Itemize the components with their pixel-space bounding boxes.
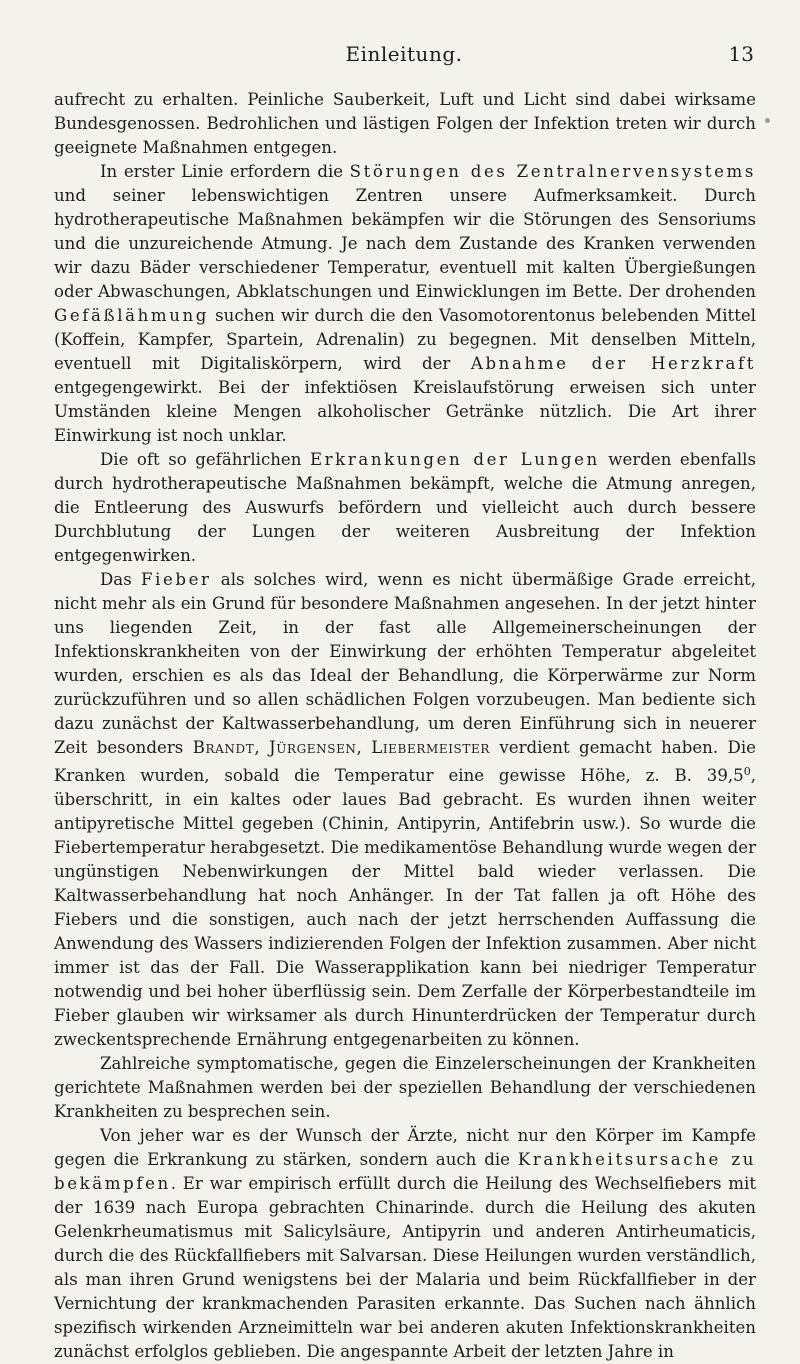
running-header [54, 42, 754, 68]
paragraph [54, 160, 756, 448]
paragraph [54, 448, 756, 568]
spaced-emphasis: Fieber [140, 570, 212, 589]
spaced-emphasis: Störungen des Zentralnervensystems [349, 162, 756, 181]
spaced-emphasis: Abnahme der Herzkraft [470, 354, 757, 373]
body-text [54, 88, 756, 1364]
author-name: Jürgensen [269, 738, 357, 757]
spaced-emphasis: Krankheitsursache zu bekämpfen [54, 1150, 756, 1193]
paragraph [54, 1124, 756, 1364]
author-name: Liebermeister [371, 738, 490, 757]
spaced-emphasis: Gefäßlähmung [54, 306, 210, 325]
text-run: Das [100, 570, 141, 589]
text-run: aufrecht zu erhalten. Peinliche Sauberkeit, Luft und Licht sind dabei wirksame Bundesgenossen. Bedrohlichen und lästigen Folgen der Infektion treten wir durch geeignete Maßnahmen entgegen. [54, 90, 756, 157]
text-run: suchen wir durch die den Vasomotorentonus belebenden Mittel (Koffein, Kampfer, Spartein, Adrenalin) zu begegnen. Mit denselben Mitteln, eventuell mit Digitaliskörpern, wird der [54, 306, 756, 373]
text-run: entgegengewirkt. Bei der infektiösen Kreislaufstörung erweisen sich unter Umständen kleine Mengen alkoholischer Getränke nützlich. Die Art ihrer Einwirkung ist noch unklar. [54, 378, 756, 445]
page-number: 13 [728, 42, 754, 66]
text-run: als solches wird, wenn es nicht übermäßige Grade erreicht, nicht mehr als ein Grund für besondere Maßnahmen angesehen. In der jetzt hinter uns liegenden Zeit, in der fast alle Allgemeinerscheinungen der Infektionskrankheiten von der Einwirkung der erhöhten Temperatur abgeleitet wurden, erschien es als das Ideal der Behandlung, die Körperwärme zur Norm zurückzuführen und so allen schädlichen Folgen vorzubeugen. Man bediente sich dazu zunächst der Kaltwasserbehandlung, um deren Einführung sich in neuerer Zeit besonders [54, 570, 756, 757]
text-run: , überschritt, in ein kaltes oder laues Bad gebracht. Es wurden ihnen weiter antipyretische Mittel gegeben (Chinin, Antipyrin, Antifebrin usw.). So wurde die Fiebertemperatur herabgesetzt. Die medikamentöse Behandlung wurde wegen der ungünstigen Nebenwirkungen der Mittel bald wieder verlassen. Die Kaltwasserbehandlung hat noch Anhänger. In der Tat fallen ja oft Höhe des Fiebers und die sonstigen, auch nach der jetzt herrschenden Auffassung die Anwendung des Wassers indizierenden Folgen der Infektion zusammen. Aber nicht immer ist das der Fall. Die Wasserapplikation kann bei niedriger Temperatur notwendig und bei hoher überflüssig sein. Dem Zerfalle der Körperbestandteile im Fieber glauben wir wirksamer als durch Hinunterdrücken der Temperatur durch zweckentsprechende Ernährung entgegenarbeiten zu können. [54, 766, 756, 1049]
text-run: werden ebenfalls durch hydrotherapeutische Maßnahmen bekämpft, welche die Atmung anregen, die Entleerung des Auswurfs befördern und vielleicht auch durch bessere Durchblutung der Lungen der weiteren Ausbreitung der Infektion entgegenwirken. [54, 450, 757, 565]
degree-superscript: 0 [743, 765, 751, 778]
text-run: In erster Linie erfordern die [100, 162, 350, 181]
text-run: . Er war empirisch erfüllt durch die Heilung des Wechselfiebers mit der 1639 nach Europa gebrachten Chinarinde. durch die Heilung des akuten Gelenkrheumatismus mit Salicylsäure, Antipyrin und anderen Antirheumaticis, durch die des Rückfallfiebers mit Salvarsan. Diese Heilungen wurden verständlich, als man ihren Grund wenigstens bei der Malaria und beim Rückfallfieber in der Vernichtung der krankmachenden Parasiten erkannte. Das Suchen nach ähnlich spezifisch wirkenden Arzneimitteln war bei anderen akuten Infektionskrankheiten zunächst erfolglos geblieben. Die angespannte Arbeit der letzten Jahre in [54, 1174, 756, 1361]
running-title: Einleitung. [345, 42, 463, 66]
text-run: Zahlreiche symptomatische, gegen die Einzelerscheinungen der Krankheiten gerichtete Maßnahmen werden bei der speziellen Behandlung der verschiedenen Krankheiten zu besprechen sein. [54, 1054, 756, 1121]
text-run: und seiner lebenswichtigen Zentren unsere Aufmerksamkeit. Durch hydrotherapeutische Maßnahmen bekämpfen wir die Störungen des Sensoriums und die unzureichende Atmung. Je nach dem Zustande des Kranken verwenden wir dazu Bäder verschiedener Temperatur, eventuell mit kalten Übergießungen oder Abwaschungen, Abklatschungen und Einwicklungen im Bette. Der drohenden [54, 186, 756, 301]
paragraph [54, 1052, 756, 1124]
paragraph [54, 88, 756, 160]
text-run: Von jeher war es der Wunsch der Ärzte, nicht nur den Körper im Kampfe gegen die Erkrankung zu stärken, sondern auch die [54, 1126, 756, 1169]
text-run: verdient gemacht haben. Die Kranken wurden, sobald die Temperatur eine gewisse Höhe, z. B. 39,5 [54, 738, 756, 785]
text-run: , [356, 738, 372, 757]
text-run: Die oft so gefährlichen [100, 450, 310, 469]
spaced-emphasis: Erkrankungen der Lungen [309, 450, 600, 469]
margin-speck [765, 118, 770, 123]
text-run: , [254, 738, 269, 757]
author-name: Brandt [192, 738, 255, 757]
paragraph [54, 568, 756, 1052]
